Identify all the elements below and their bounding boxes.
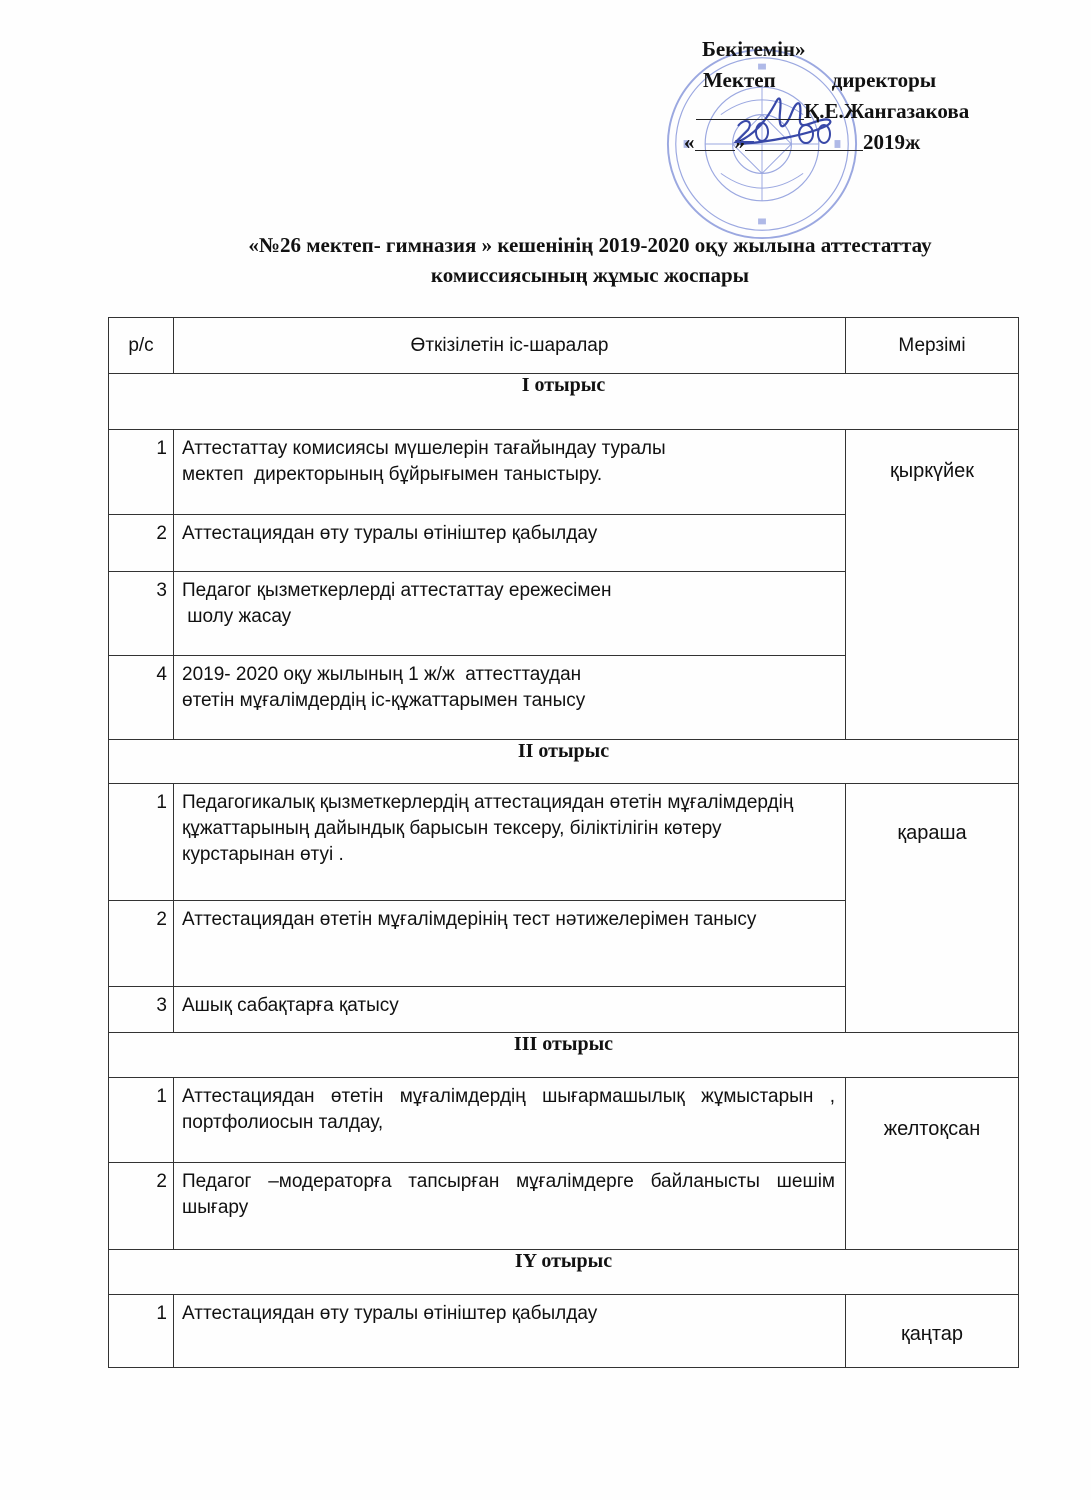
header-number: р/с	[109, 318, 174, 374]
row-term	[846, 1295, 1019, 1368]
table-header-row	[109, 318, 1019, 374]
handwritten-date	[724, 112, 844, 152]
director-name: Қ.Е.Жангазакова	[804, 99, 970, 123]
section-title: II отырыс	[109, 740, 1019, 784]
title-line-2: комиссиясының жұмыс жоспары	[430, 263, 750, 287]
row-number: 1	[109, 430, 174, 515]
date-open-quote: «	[684, 130, 695, 154]
row-activity: Аттестаттау комисиясы мүшелерін тағайындау туралы мектеп директорының бұйрығымен таныстыру.	[174, 430, 846, 515]
header-term: Мерзімі	[846, 318, 1019, 374]
row-number: 2	[109, 1163, 174, 1250]
term-value: қыркүйек	[889, 460, 975, 482]
row-term	[846, 1078, 1019, 1250]
row-term	[846, 430, 1019, 740]
row-activity: Ашық сабақтарға қатысу	[174, 987, 846, 1033]
approval-title: Бекітемін»	[702, 37, 806, 61]
table-row	[109, 784, 1019, 901]
section-row	[109, 1250, 1019, 1295]
row-activity: Педагог қызметкерлерді аттестаттау ережесімен шолу жасау	[174, 572, 846, 656]
term-value: қаңтар	[900, 1323, 964, 1345]
row-number: 3	[109, 572, 174, 656]
date-close-quote: »	[734, 130, 745, 154]
table-row	[109, 430, 1019, 515]
row-number: 2	[109, 901, 174, 987]
section-title: IY отырыс	[109, 1250, 1019, 1295]
row-number: 2	[109, 515, 174, 572]
title-line-1: «№26 мектеп- гимназия » кешенінің 2019-2020 оқу жылына аттестаттау	[248, 233, 932, 257]
table-row	[109, 1295, 1019, 1368]
row-number: 1	[109, 1078, 174, 1163]
approval-school-label: Мектеп	[703, 68, 776, 92]
row-activity: Педагог –модераторға тапсырған мұғалімдерге байланысты шешім шығару	[174, 1163, 846, 1250]
row-activity: Аттестациядан өтетін мұғалімдердің шығармашылық жұмыстарын , портфолиосын талдау,	[174, 1078, 846, 1163]
approval-year: 2019ж	[863, 130, 921, 154]
document-title	[150, 230, 1030, 290]
row-activity: Аттестациядан өту туралы өтініштер қабылдау	[174, 1295, 846, 1368]
work-plan-table	[108, 317, 1019, 1368]
section-row	[109, 1033, 1019, 1078]
row-number: 1	[109, 1295, 174, 1368]
row-term	[846, 784, 1019, 1033]
header-activities: Өткізілетін іс-шаралар	[174, 318, 846, 374]
row-number: 1	[109, 784, 174, 901]
term-value: желтоқсан	[883, 1118, 981, 1140]
row-activity: Аттестациядан өту туралы өтініштер қабылдау	[174, 515, 846, 572]
approval-director-label: директоры	[831, 68, 937, 92]
section-row	[109, 374, 1019, 430]
section-row	[109, 740, 1019, 784]
row-number: 3	[109, 987, 174, 1033]
row-activity: Педагогикалық қызметкерлердің аттестациядан өтетін мұғалімдердің құжаттарының дайындық барысын тексеру, біліктілігін көтеру курстарынан өтуі .	[174, 784, 846, 901]
row-activity: 2019- 2020 оқу жылының 1 ж/ж аттесттаудан өтетін мұғалімдердің іс-құжаттарымен танысу	[174, 656, 846, 740]
row-activity: Аттестациядан өтетін мұғалімдерінің тест нәтижелерімен танысу	[174, 901, 846, 987]
table-row	[109, 1078, 1019, 1163]
term-value: қараша	[897, 822, 967, 844]
section-title: III отырыс	[109, 1033, 1019, 1078]
section-title: I отырыс	[109, 374, 1019, 430]
row-number: 4	[109, 656, 174, 740]
